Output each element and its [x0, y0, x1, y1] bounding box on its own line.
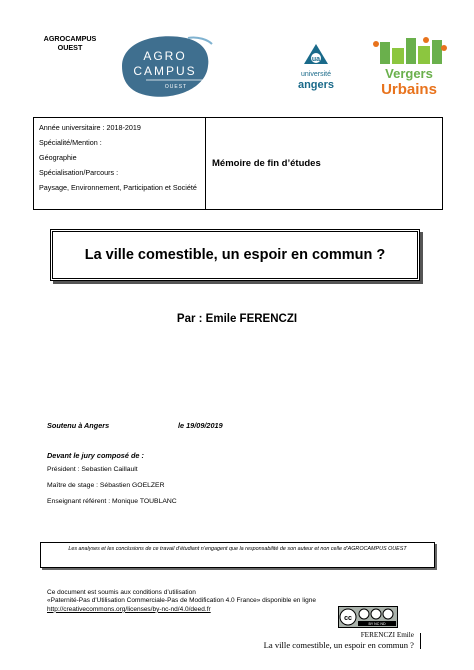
agro-logo-line2: CAMPUS — [133, 64, 197, 78]
footer-author: FERENCZI Emile — [360, 631, 414, 639]
specialisation-value: Paysage, Environnement, Participation et Société — [39, 183, 197, 192]
ua-logo-line2: angers — [297, 79, 335, 91]
defense-place: Soutenu à Angers — [47, 421, 110, 430]
svg-text:ua: ua — [311, 56, 321, 63]
specialite-value: Géographie — [39, 153, 77, 162]
cc-badge-text: BY NC ND — [368, 622, 386, 626]
vergers-logo-line2: Urbains — [381, 81, 437, 98]
vergers-urbains-logo — [366, 34, 452, 100]
license-link[interactable]: http://creativecommons.org/licenses/by-nc-nd/4.0/deed.fr — [47, 605, 211, 613]
license-line2: «Paternité-Pas d'Utilisation Commerciale-Pas de Modification 4.0 France» disponible en ligne — [47, 597, 316, 605]
footer-title: La ville comestible, un espoir en commun ? — [263, 640, 414, 650]
jury-member: Enseignant référent : Monique TOUBLANC — [47, 498, 177, 505]
license-notice — [47, 589, 332, 614]
specialite-label: Spécialité/Mention : — [39, 138, 102, 147]
footer-page-number — [420, 633, 443, 649]
institution-name: AGROCAMPUS OUEST — [43, 34, 97, 52]
info-left-cell — [34, 118, 206, 209]
jury-member: Président : Sebastien Caillault — [47, 466, 138, 473]
defense-date: le 19/09/2019 — [178, 421, 223, 430]
svg-text:cc: cc — [344, 615, 352, 622]
agro-logo-line1: AGRO — [143, 49, 187, 63]
creative-commons-badge — [338, 606, 398, 628]
info-table — [33, 117, 443, 210]
agrocampus-logo — [116, 30, 216, 102]
universite-angers-logo — [288, 40, 344, 96]
author-line: Par : Emile FERENCZI — [176, 313, 298, 325]
disclaimer-box: Les analyses et les conclusions de ce travail d’étudiant n’engagent que la responsabilité de son auteur et non celle d’AGROCAMPUS OUEST — [40, 542, 435, 568]
agro-logo-line3: OUEST — [164, 84, 188, 90]
license-line1: Ce document est soumis aux conditions d’utilisation — [47, 589, 196, 596]
vergers-logo-line1: Vergers — [385, 66, 433, 81]
specialisation-label: Spécialisation/Parcours : — [39, 168, 119, 177]
ua-logo-line1: université — [301, 71, 331, 78]
memoire-label: Mémoire de fin d’études — [212, 158, 321, 169]
academic-year: Année universitaire : 2018-2019 — [39, 123, 141, 132]
thesis-title: La ville comestible, un espoir en commun ? — [50, 229, 420, 281]
jury-heading: Devant le jury composé de : — [47, 451, 144, 460]
jury-member: Maître de stage : Sébastien GOELZER — [47, 482, 165, 489]
